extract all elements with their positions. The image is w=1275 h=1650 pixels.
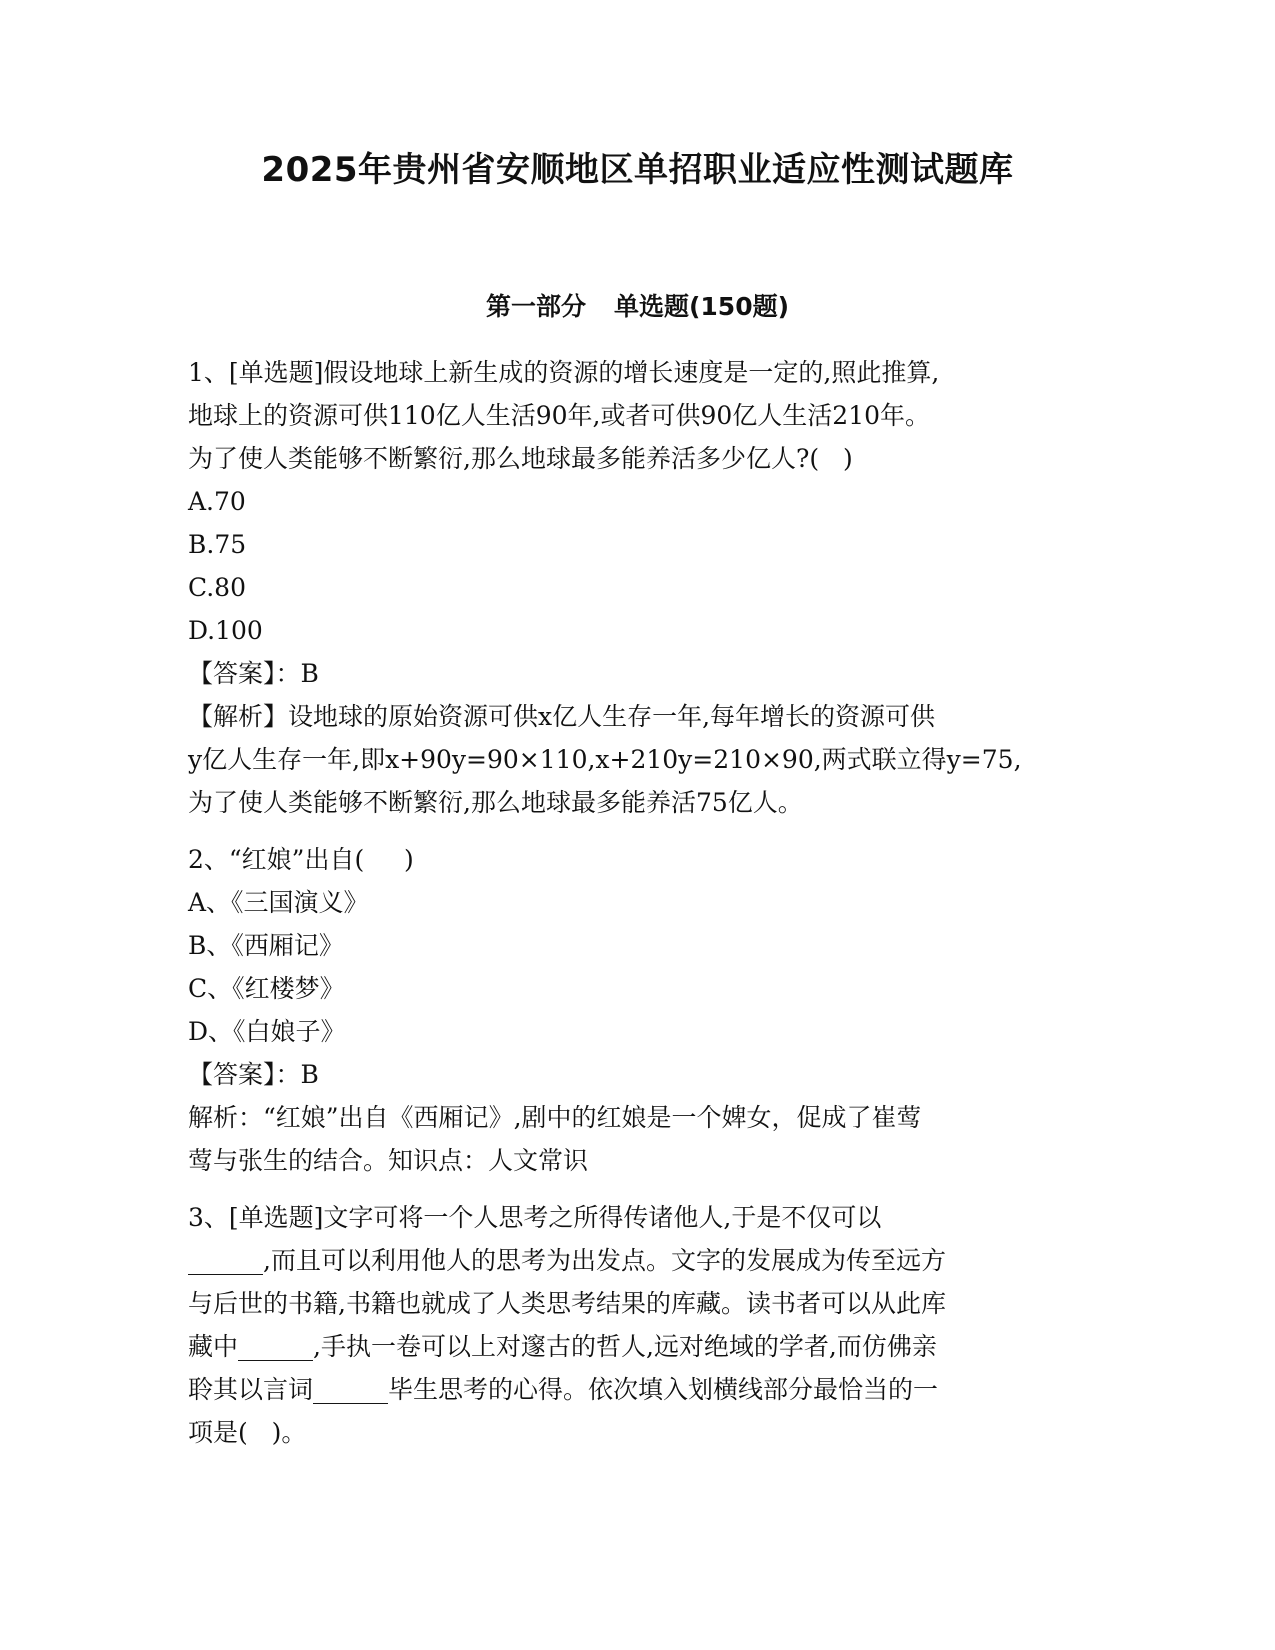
analysis-line: 【解析】设地球的原始资源可供x亿人生存一年,每年增长的资源可供: [188, 702, 936, 731]
answer-line: 【答案】：B: [188, 1060, 319, 1089]
question-2: [188, 838, 1088, 1182]
option-a: A.70: [188, 487, 246, 516]
section-label: 第一部分: [485, 292, 586, 321]
option-d: D、《白娘子》: [188, 1017, 346, 1046]
section-title: 单选题(150题): [613, 292, 790, 321]
question-list: [188, 351, 1088, 1454]
question-stem-line: 与后世的书籍,书籍也就成了人类思考结果的库藏。读书者可以从此库: [188, 1289, 946, 1318]
question-stem-line: 地球上的资源可供110亿人生活90年,或者可供90亿人生活210年。: [188, 401, 931, 430]
analysis-line: y亿人生存一年,即x+90y=90×110,x+210y=210×90,两式联立得y=75,: [188, 745, 1022, 774]
question-stem-line: ______,而且可以利用他人的思考为出发点。文字的发展成为传至远方: [188, 1246, 946, 1275]
document-title: 2025年贵州省安顺地区单招职业适应性测试题库: [261, 150, 1014, 190]
option-c: C.80: [188, 573, 246, 602]
question-stem-line: 1、[单选题]假设地球上新生成的资源的增长速度是一定的,照此推算,: [188, 358, 940, 387]
analysis-line: 为了使人类能够不断繁衍,那么地球最多能养活75亿人。: [188, 788, 803, 817]
option-d: D.100: [188, 616, 263, 645]
question-stem-line: 聆其以言词______毕生思考的心得。依次填入划横线部分最恰当的一: [188, 1375, 939, 1404]
analysis-line: 莺与张生的结合。知识点：人文常识: [188, 1146, 589, 1175]
question-3: [188, 1196, 1088, 1454]
section-heading: [0, 290, 1275, 324]
question-stem-line: 3、[单选题]文字可将一个人思考之所得传诸他人,于是不仅可以: [188, 1203, 882, 1232]
question-stem-line: 藏中______,手执一卷可以上对邃古的哲人,远对绝域的学者,而仿佛亲: [188, 1332, 937, 1361]
question-1: [188, 351, 1088, 824]
option-a: A、《三国演义》: [188, 888, 369, 917]
option-b: B、《西厢记》: [188, 931, 344, 960]
question-stem-line: 为了使人类能够不断繁衍,那么地球最多能养活多少亿人?( ): [188, 444, 853, 473]
option-c: C、《红楼梦》: [188, 974, 345, 1003]
option-b: B.75: [188, 530, 247, 559]
analysis-line: 解析：“红娘”出自《西厢记》,剧中的红娘是一个婢女，促成了崔莺: [188, 1103, 922, 1132]
answer-line: 【答案】：B: [188, 659, 319, 688]
question-stem-line: 项是( )。: [188, 1418, 307, 1447]
question-stem-line: 2、“红娘”出自( ): [188, 845, 414, 874]
